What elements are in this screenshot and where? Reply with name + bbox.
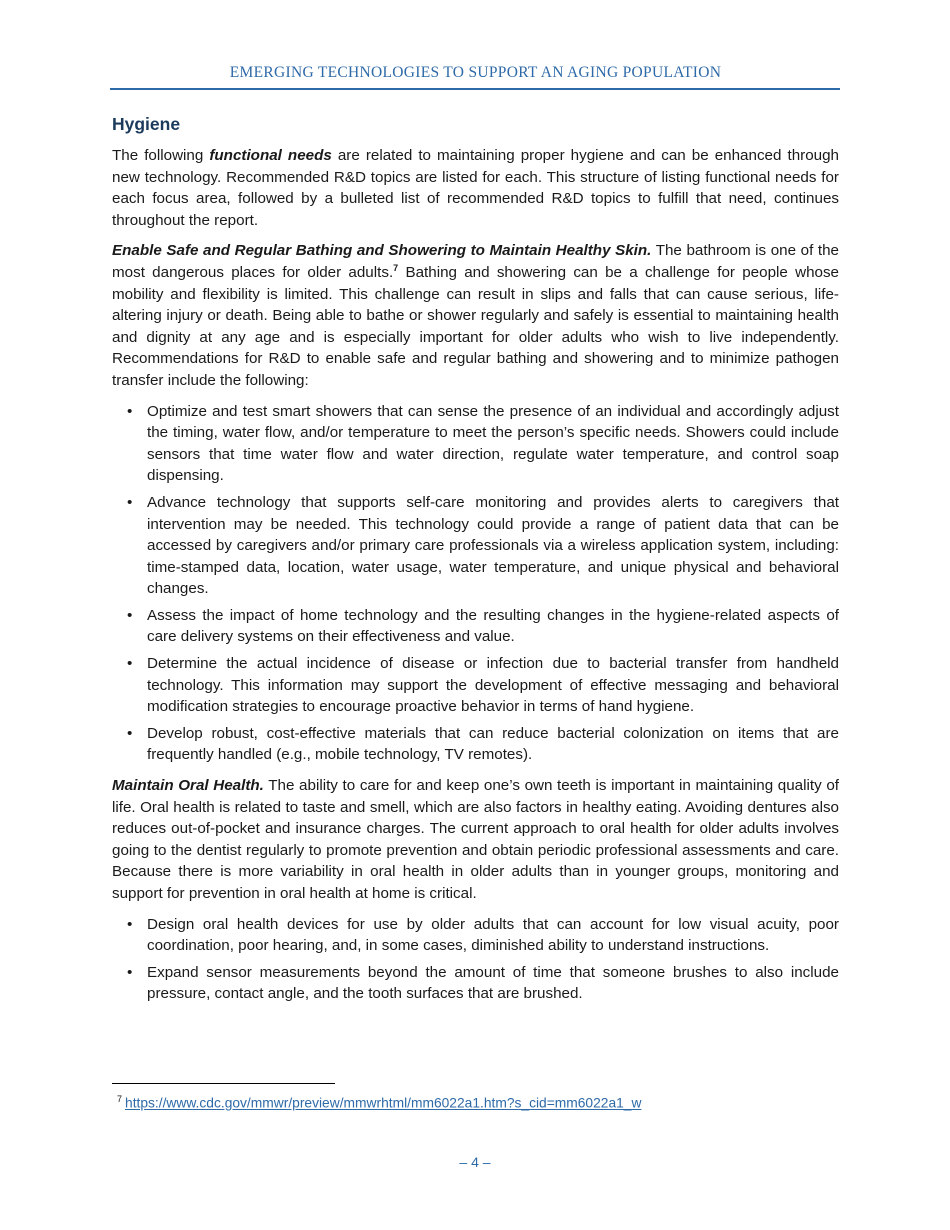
list-item bbox=[112, 605, 839, 648]
main-content bbox=[112, 112, 839, 1014]
list-item bbox=[112, 962, 839, 1005]
footnote-rule bbox=[112, 1083, 335, 1084]
bathing-recommendations-list bbox=[112, 401, 839, 767]
header-rule bbox=[110, 88, 840, 90]
bullet-icon: • bbox=[127, 963, 133, 981]
list-item-text: Determine the actual incidence of disease or infection due to bacterial transfer from handheld technology. This information may support the development of effective messaging and behavioral modification strategies to encourage proactive behavior in terms of hand hygiene. bbox=[147, 655, 839, 716]
oral-health-paragraph bbox=[112, 775, 839, 905]
bullet-icon: • bbox=[127, 724, 133, 742]
intro-text-before: The following bbox=[112, 147, 210, 164]
list-item-text: Expand sensor measurements beyond the amount of time that someone brushes to also include pressure, contact angle, and the tooth surfaces that are brushed. bbox=[147, 963, 839, 1003]
oral-health-text: The ability to care for and keep one’s own teeth is important in maintaining quality of life. Oral health is related to taste and smell, which are also factors in healthy eating. Avoiding dentures also reduces out-of-pocket and insurance charges. The current approach to oral health for older adults involves going to the dentist regularly to promote prevention and obtain periodic professional assessments and care. Because there is more variability in oral health in older adults than in younger groups, monitoring and support for prevention in oral health at home is critical. bbox=[112, 777, 839, 902]
list-item bbox=[112, 723, 839, 766]
footnote-number: 7 bbox=[117, 1094, 123, 1104]
list-item bbox=[112, 492, 839, 600]
oral-health-recommendations-list bbox=[112, 914, 839, 1005]
bullet-icon: • bbox=[127, 402, 133, 420]
bathing-lead: Enable Safe and Regular Bathing and Showering to Maintain Healthy Skin. bbox=[112, 242, 652, 260]
footnote-link[interactable]: https://www.cdc.gov/mmwr/preview/mmwrhtml/mm6022a1.htm?s_cid=mm6022a1_w bbox=[125, 1095, 642, 1111]
bullet-icon: • bbox=[127, 915, 133, 933]
functional-needs-emphasis: functional needs bbox=[209, 147, 332, 164]
list-item-text: Optimize and test smart showers that can sense the presence of an individual and accordingly adjust the timing, water flow, and/or temperature to meet the person’s specific needs. Showers could include sensors that time water flow and water direction, regulate water temperature, and control soap dispensing. bbox=[147, 402, 839, 485]
intro-text-after: are related to maintaining proper hygiene and can be enhanced through new technology. Recommended R&D topics are listed for each. This structure of listing functional needs for each focus area, followed by a bulleted list of recommended R&D topics to fulfill that need, continues throughout the report. bbox=[112, 147, 839, 229]
footnote bbox=[117, 1094, 641, 1111]
list-item bbox=[112, 914, 839, 957]
list-item bbox=[112, 401, 839, 487]
page-number: – 4 – bbox=[459, 1154, 491, 1170]
list-item bbox=[112, 653, 839, 718]
running-header: EMERGING TECHNOLOGIES TO SUPPORT AN AGING POPULATION bbox=[229, 64, 722, 81]
bathing-paragraph bbox=[112, 240, 839, 391]
section-heading: Hygiene bbox=[112, 114, 181, 134]
list-item-text: Design oral health devices for use by older adults that can account for low visual acuity, poor coordination, poor hearing, and, in some cases, diminished ability to understand instructions. bbox=[147, 915, 839, 955]
bathing-text-after-note: Bathing and showering can be a challenge for people whose mobility and flexibility is limited. This challenge can result in slips and falls that can cause serious, life-altering injury or death. Being able to bathe or shower regularly and safely is essential to maintaining health and dignity at any age and is especially important for older adults who wish to live independently. Recommendations for R&D to enable safe and regular bathing and showering and to minimize pathogen transfer include the following: bbox=[112, 263, 839, 389]
footnote-reference[interactable]: 7 bbox=[393, 262, 399, 273]
intro-paragraph bbox=[112, 145, 839, 231]
bullet-icon: • bbox=[127, 493, 133, 511]
oral-health-lead: Maintain Oral Health. bbox=[112, 777, 264, 795]
bullet-icon: • bbox=[127, 606, 133, 624]
list-item-text: Develop robust, cost-effective materials that can reduce bacterial colonization on items that are frequently handled (e.g., mobile technology, TV remotes). bbox=[147, 724, 839, 764]
list-item-text: Assess the impact of home technology and the resulting changes in the hygiene-related aspects of care delivery systems on their effectiveness and value. bbox=[147, 606, 839, 646]
bullet-icon: • bbox=[127, 655, 133, 673]
list-item-text: Advance technology that supports self-care monitoring and provides alerts to caregivers that intervention may be needed. This technology could provide a range of patient data that can be accessed by caregivers and/or primary care professionals via a wireless application system, including: time-stamped data, location, water usage, water temperature, and unique physical and behavioral changes. bbox=[147, 493, 839, 598]
bathing-text-before-note: The bathroom is one of the most dangerous places for older adults. bbox=[112, 242, 839, 281]
